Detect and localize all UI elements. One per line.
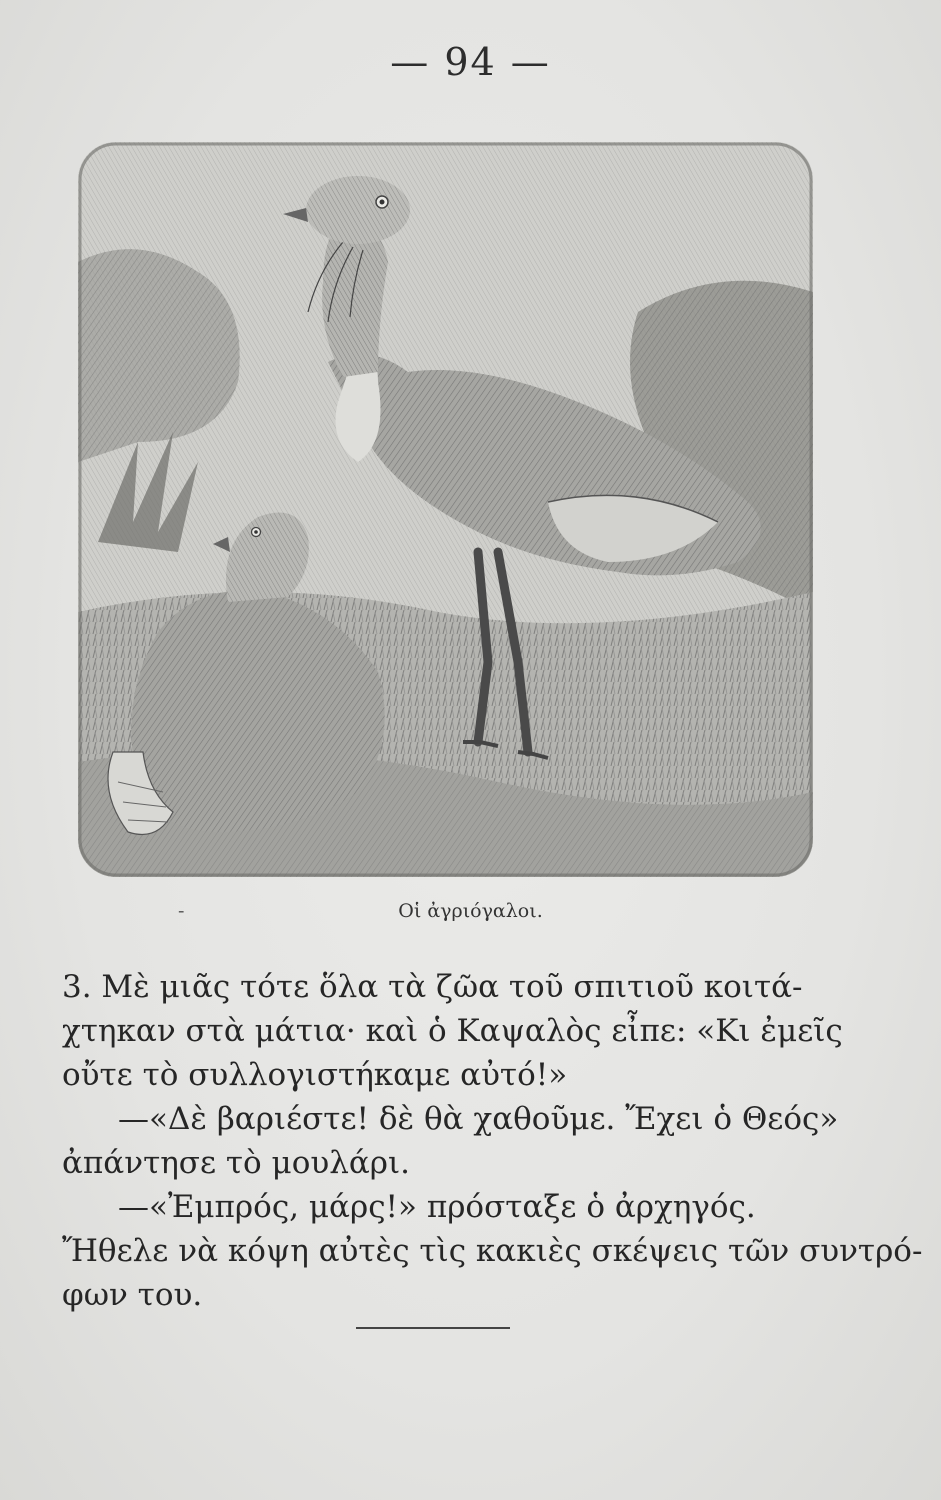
text-line: ἀπάντησε τὸ μουλάρι. (62, 1145, 411, 1181)
section-rule (356, 1327, 510, 1329)
body-text (62, 965, 923, 1317)
bustards-engraving (78, 142, 813, 877)
text-line: Ἤθελε νὰ κόψη αὐτὲς τὶς κακιὲς σκέψεις τῶν συντρό- (62, 1233, 923, 1269)
text-line: —«Ἐμπρός, μάρς!» πρόσταξε ὁ ἀρχηγός. (118, 1189, 756, 1225)
caption-dash: - (178, 900, 185, 922)
text-line: οὔτε τὸ συλλογιστήκαμε αὐτό!» (62, 1057, 568, 1093)
bird-illustration (78, 142, 813, 877)
text-line: 3. Μὲ μιᾶς τότε ὅλα τὰ ζῶα τοῦ σπιτιοῦ κοιτά- (62, 969, 803, 1005)
text-line: —«Δὲ βαριέστε! δὲ θὰ χαθοῦμε. Ἔχει ὁ Θεός» (118, 1101, 839, 1137)
text-line: φων του. (62, 1277, 203, 1313)
figure-caption: Οἱ ἀγριόγαλοι. (398, 900, 543, 922)
page-number: — 94 — (390, 40, 551, 84)
text-line: χτηκαν στὰ μάτια· καὶ ὁ Καψαλὸς εἶπε: «Κι ἐμεῖς (62, 1013, 843, 1049)
